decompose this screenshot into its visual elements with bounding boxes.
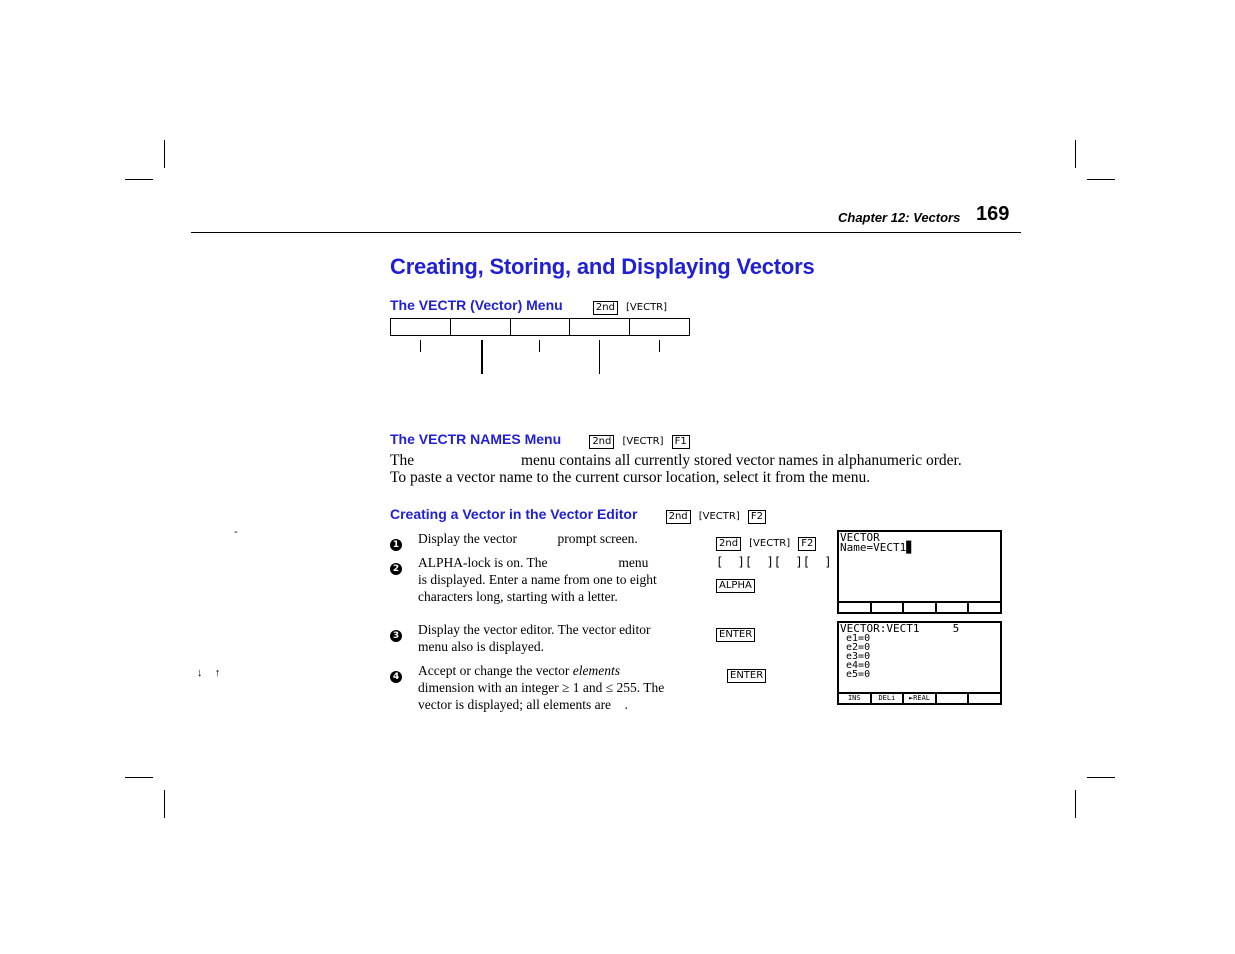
paragraph-line: menu contains all currently stored vector names in alphanumeric order.: [521, 452, 962, 469]
menu-cell: [629, 318, 690, 336]
step-keys: [716, 531, 819, 551]
step-keys: [716, 622, 758, 642]
header-rule: [191, 232, 1021, 233]
screen-menu-bar: [839, 692, 1000, 703]
crop-mark: [125, 179, 153, 180]
callout-line: [420, 340, 421, 352]
step-text: dimension with an integer ≥ 1 and ≤ 255. The: [418, 680, 665, 695]
step-keys: [716, 573, 758, 593]
crop-mark: [125, 777, 153, 778]
editor-heading-row: [390, 504, 769, 524]
paragraph-line: To paste a vector name to the current cursor location, select it from the menu.: [390, 469, 871, 486]
screen-menu-real: ►REAL: [902, 694, 935, 703]
key-enter: ENTER: [727, 669, 766, 683]
bracket-keys: [ ][ ][ ][ ]: [716, 555, 832, 569]
callout-line: [539, 340, 540, 352]
callout-line: [481, 340, 483, 374]
key-vectr: [VECTR]: [749, 538, 791, 549]
key-2nd: 2nd: [593, 301, 618, 315]
key-2nd: 2nd: [589, 435, 614, 449]
step-text: ALPHA-lock is on. The menu: [418, 555, 649, 570]
vectr-menu-heading-row: [390, 295, 670, 315]
menu-cell: [450, 318, 511, 336]
key-alpha: ALPHA: [716, 579, 755, 593]
screen-menu-bar: [839, 601, 1000, 612]
chapter-label: Chapter 12: Vectors: [838, 210, 961, 225]
key-vectr: [VECTR]: [698, 511, 740, 522]
step-keys: [727, 663, 769, 683]
screen-line: VECTOR: [840, 531, 880, 544]
crop-mark: [164, 140, 165, 168]
margin-arrows: ↓ ↑: [197, 667, 221, 679]
crop-mark: [1075, 140, 1076, 168]
key-2nd: 2nd: [666, 510, 691, 524]
page-number: 169: [976, 203, 1010, 225]
crop-mark: [1075, 790, 1076, 818]
step-text: is displayed. Enter a name from one to eight: [418, 572, 657, 587]
page-title: Creating, Storing, and Displaying Vectors: [390, 254, 815, 279]
menu-cell: [390, 318, 451, 336]
key-2nd: 2nd: [716, 537, 741, 551]
key-enter: ENTER: [716, 628, 755, 642]
screen-menu-ins: INS: [847, 694, 861, 702]
screen-element-row: e3=0: [840, 651, 871, 662]
screen-element-row: e4=0: [840, 660, 871, 671]
step-number: 2: [390, 556, 402, 575]
step-text: Display the vector prompt screen.: [418, 531, 638, 546]
step-text: vector is displayed; all elements are .: [418, 697, 628, 712]
key-f1: F1: [672, 435, 690, 449]
screen-menu-deli: DELi: [870, 694, 903, 703]
screen-line: VECTOR:VECT1 5: [840, 622, 960, 635]
step-number: 4: [390, 664, 402, 683]
section-heading: The VECTR (Vector) Menu: [390, 297, 563, 313]
step-text: characters long, starting with a letter.: [418, 589, 618, 604]
paragraph-word: The: [390, 452, 415, 469]
step-number: 1: [390, 532, 402, 551]
key-vectr: [VECTR]: [626, 302, 668, 313]
section-heading: Creating a Vector in the Vector Editor: [390, 506, 638, 522]
section-heading: The VECTR NAMES Menu: [390, 431, 562, 447]
margin-dash: -: [234, 526, 238, 538]
screen-element-row: e2=0: [840, 642, 871, 653]
step-text: Accept or change the vector elements: [418, 663, 621, 678]
crop-mark: [164, 790, 165, 818]
names-menu-heading-row: [390, 429, 693, 449]
screen-element-row: e1=0: [840, 633, 871, 644]
screen-element-row: e5=0: [840, 669, 871, 680]
crop-mark: [1087, 777, 1115, 778]
callout-line: [599, 340, 600, 374]
screen-menu-empty: [935, 694, 968, 703]
calculator-screen-name-prompt: [837, 530, 1002, 614]
key-vectr: [VECTR]: [622, 436, 664, 447]
screen-line: Name=VECT1▊: [840, 541, 913, 554]
menu-cell: [569, 318, 630, 336]
step-number: 3: [390, 623, 402, 642]
key-f2: F2: [748, 510, 766, 524]
screen-menu-empty: [967, 694, 1000, 703]
crop-mark: [1087, 179, 1115, 180]
calculator-screen-vector-editor: [837, 621, 1002, 705]
step-text: Display the vector editor. The vector editor: [418, 622, 651, 637]
key-f2: F2: [798, 537, 816, 551]
step-text: menu also is displayed.: [418, 639, 544, 654]
menu-cell: [510, 318, 570, 336]
callout-line: [659, 340, 660, 352]
